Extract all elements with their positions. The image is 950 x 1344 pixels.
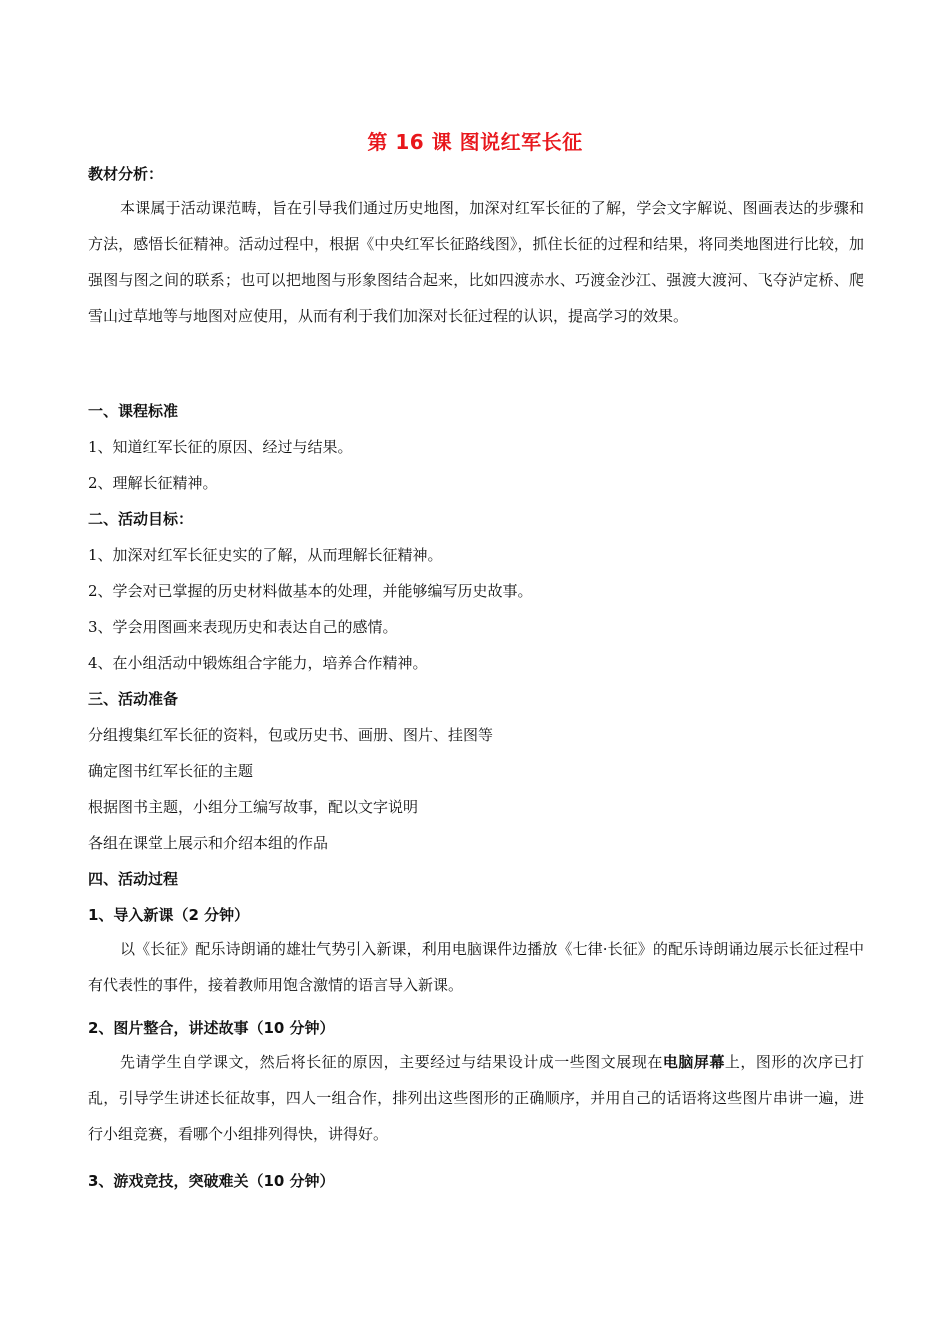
step1-heading: 1、导入新课（2 分钟） xyxy=(88,906,250,924)
step2-heading: 2、图片整合，讲述故事（10 分钟） xyxy=(88,1019,335,1037)
document-title: 第 16 课 图说红军长征 xyxy=(367,130,583,154)
standard-item: 1、知道红军长征的原因、经过与结果。 xyxy=(88,438,353,456)
goal-item: 2、学会对已掌握的历史材料做基本的处理，并能够编写历史故事。 xyxy=(88,582,533,600)
analysis-paragraph: 本课属于活动课范畴，旨在引导我们通过历史地图，加深对红军长征的了解，学会文字解说、图画表达的步骤和方法，感悟长征精神。活动过程中，根据《中央红军长征路线图》，抓住长征的过程和结果，将同类地图进行比较，加强图与图之间的联系；也可以把地图与形象图结合起来，比如四渡赤水、巧渡金沙江、强渡大渡河、飞夺泸定桥、爬雪山过草地等与地图对应使用，从而有利于我们加深对长征过程的认识，提高学习的效果。 xyxy=(88,199,864,325)
analysis-heading: 教材分析： xyxy=(88,165,164,183)
goal-item: 1、加深对红军长征史实的了解，从而理解长征精神。 xyxy=(88,546,443,564)
preparation-item: 确定图书红军长征的主题 xyxy=(88,762,254,780)
preparation-heading: 三、活动准备 xyxy=(88,690,179,708)
step2-text-b: 上，图形的次序已打乱，引导学生讲述长征故事，四人一组合作，排列出这些图形的正确顺序，并用自己的话语将这些图片串讲一遍，进行小组竞赛，看哪个小组排列得快，讲得好。 xyxy=(88,1053,864,1143)
goals-heading: 二、活动目标： xyxy=(88,510,194,528)
preparation-item: 根据图书主题，小组分工编写故事，配以文字说明 xyxy=(88,798,419,816)
standards-heading: 一、课程标准 xyxy=(88,402,179,420)
step3-heading: 3、游戏竞技，突破难关（10 分钟） xyxy=(88,1172,335,1190)
preparation-item: 各组在课堂上展示和介绍本组的作品 xyxy=(88,834,329,852)
step1-paragraph: 以《长征》配乐诗朗诵的雄壮气势引入新课，利用电脑课件边播放《七律·长征》的配乐诗朗诵边展示长征过程中有代表性的事件，接着教师用饱含激情的语言导入新课。 xyxy=(88,940,864,994)
process-heading: 四、活动过程 xyxy=(88,870,179,888)
step2-text-a: 先请学生自学课文，然后将长征的原因，主要经过与结果设计成一些图文展现在 xyxy=(120,1053,663,1071)
goal-item: 3、学会用图画来表现历史和表达自己的感情。 xyxy=(88,618,398,636)
goal-item: 4、在小组活动中锻炼组合字能力，培养合作精神。 xyxy=(88,654,428,672)
step2-emphasis: 电脑屏幕 xyxy=(662,1053,725,1071)
preparation-item: 分组搜集红军长征的资料，包或历史书、画册、图片、挂图等 xyxy=(88,726,494,744)
step2-paragraph xyxy=(88,1044,864,1152)
standard-item: 2、理解长征精神。 xyxy=(88,474,218,492)
